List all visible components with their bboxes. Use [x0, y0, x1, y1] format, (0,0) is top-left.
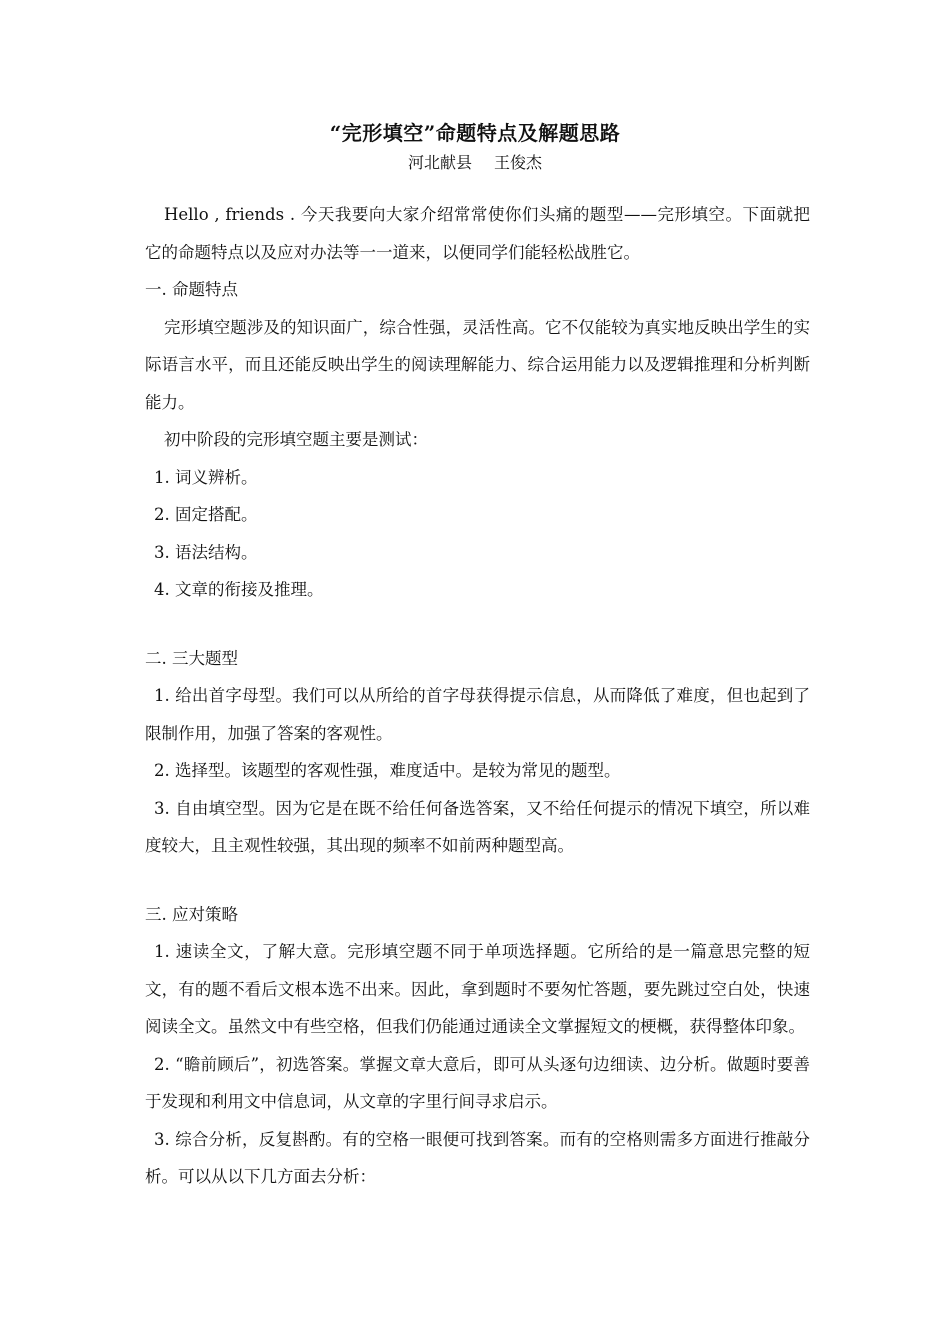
- document-body: [145, 196, 810, 1196]
- section3-item-3: 3. 综合分析，反复斟酌。有的空格一眼便可找到答案。而有的空格则需多方面进行推敲分析。可以从以下几方面去分析：: [145, 1129, 810, 1186]
- section-spacer: [145, 865, 810, 896]
- section-heading-1: 一. 命题特点: [145, 280, 238, 299]
- section1-item-3: 3. 语法结构。: [154, 542, 258, 562]
- section2-item-3: 3. 自由填空型。因为它是在既不给任何备选答案，又不给任何提示的情况下填空，所以难度较大，且主观性较强，其出现的频率不如前两种题型高。: [145, 798, 810, 855]
- section-spacer: [145, 609, 810, 640]
- section-heading-2: 二. 三大题型: [145, 648, 238, 668]
- section-heading-3: 三. 应对策略: [145, 904, 238, 924]
- intro-paragraph: Hello , friends . 今天我要向大家介绍常常使你们头痛的题型——完形填空。下面就把它的命题特点以及应对办法等一一道来，以便同学们能轻松战胜它。: [145, 205, 810, 262]
- document-title: “完形填空”命题特点及解题思路: [329, 121, 621, 145]
- section1-item-2: 2. 固定搭配。: [154, 505, 258, 524]
- author-location: 河北献县: [407, 153, 472, 172]
- section1-paragraph-1: 完形填空题涉及的知识面广，综合性强，灵活性高。它不仅能较为真实地反映出学生的实际语言水平，而且还能反映出学生的阅读理解能力、综合运用能力以及逻辑推理和分析判断能力。: [145, 317, 810, 412]
- section3-item-2: 2. “瞻前顾后”，初选答案。掌握文章大意后，即可从头逐句边细读、边分析。做题时要善于发现和利用文中信息词，从文章的字里行间寻求启示。: [145, 1054, 810, 1111]
- section2-item-1: 1. 给出首字母型。我们可以从所给的首字母获得提示信息，从而降低了难度，但也起到了限制作用，加强了答案的客观性。: [145, 686, 810, 743]
- section1-paragraph-2: 初中阶段的完形填空题主要是测试：: [164, 430, 428, 449]
- section1-item-4: 4. 文章的衔接及推理。: [154, 580, 324, 599]
- section2-item-2: 2. 选择型。该题型的客观性强，难度适中。是较为常见的题型。: [154, 761, 621, 780]
- author-name: 王俊杰: [494, 153, 543, 172]
- section3-item-1: 1. 速读全文，了解大意。完形填空题不同于单项选择题。它所给的是一篇意思完整的短文，有的题不看后文根本选不出来。因此，拿到题时不要匆忙答题，要先跳过空白处，快速阅读全文。虽然文中有些空格，但我们仍能通过通读全文掌握短文的梗概，获得整体印象。: [145, 942, 810, 1036]
- document-author: [0, 150, 950, 173]
- section1-item-1: 1. 词义辨析。: [154, 467, 258, 487]
